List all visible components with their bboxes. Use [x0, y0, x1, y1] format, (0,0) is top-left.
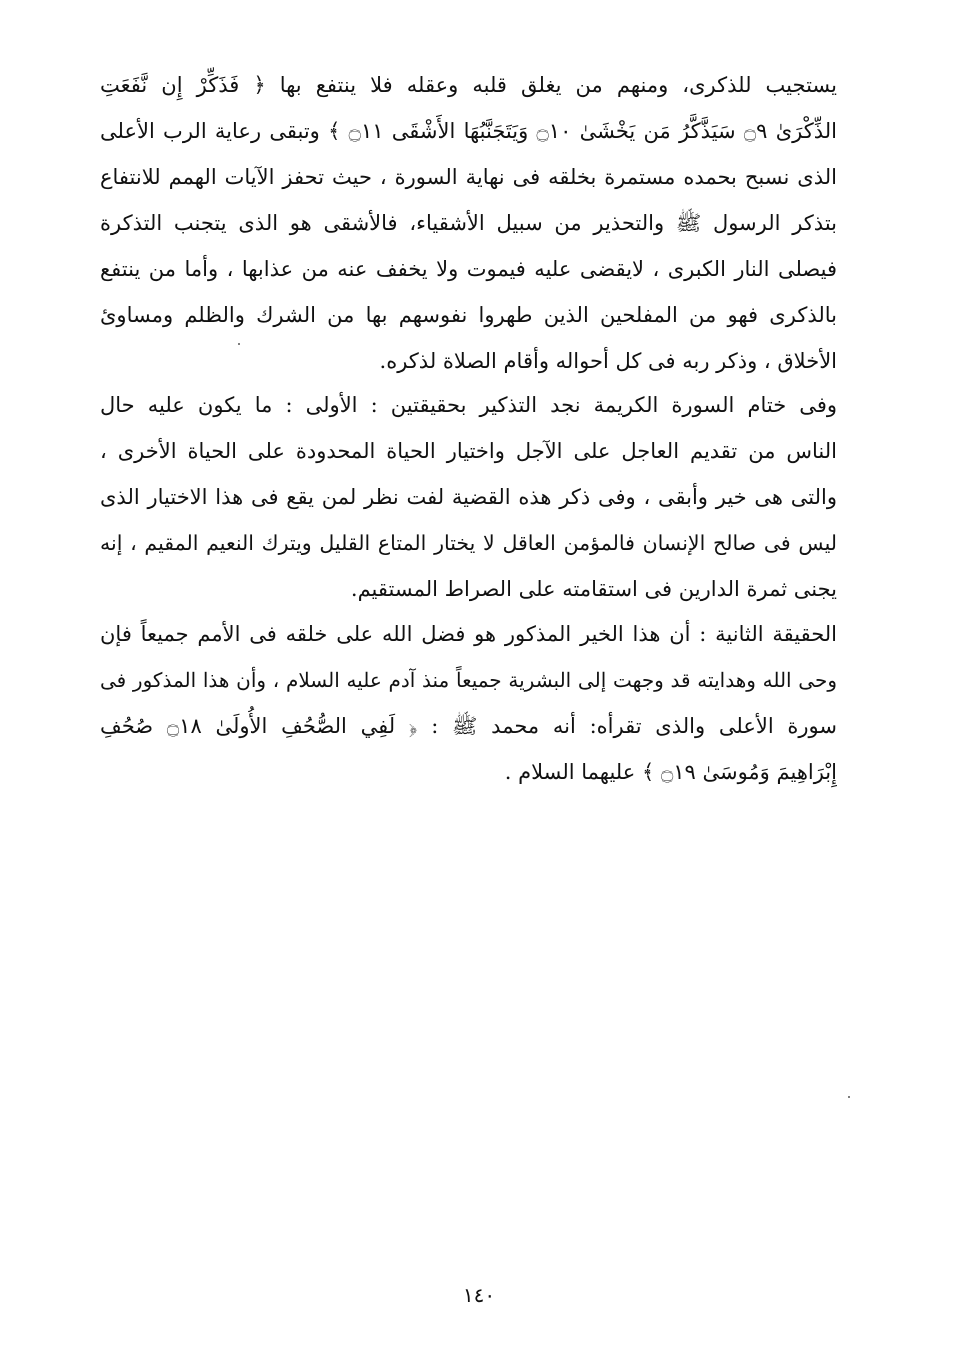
paragraph-line: سورة الأعلى والذى تقرأه: أنه محمد ﷺ : ﴿ لَفِي الصُّحُفِ الأُولَىٰ ۝١٨ صُحُفِ — [100, 714, 837, 738]
paragraph-line: الأخلاق ، وذكر ربه فى كل أحواله وأقام الصلاة لذكره. — [379, 349, 837, 373]
paragraph-1 — [100, 62, 837, 384]
paragraph-line: يجنى ثمرة الدارين فى استقامته على الصراط المستقيم. — [350, 577, 837, 601]
paragraph-line: وفى ختام السورة الكريمة نجد التذكير بحقيقتين : الأولى : ما يكون عليه حال — [100, 393, 837, 417]
paragraph-line: الذِّكْرَىٰ ۝٩ سَيَذَّكَّرُ مَن يَخْشَىٰ ۝١٠ وَيَتَجَنَّبُهَا الأَشْقَى ۝١١ ﴾ وتبقى رعاية الرب الأعلى — [100, 119, 837, 143]
page-number: ١٤٠ — [462, 1283, 496, 1307]
paragraph-line: الحقيقة الثانية : أن هذا الخير المذكور هو فضل الله على خلقه فى الأمم جميعاً فإن — [100, 622, 837, 646]
paragraph-line: إِبْرَاهِيمَ وَمُوسَىٰ ۝١٩ ﴾ عليهما السلام . — [504, 760, 837, 784]
paragraph-line: بالذكرى فهو من المفلحين الذين طهروا نفوسهم بها من الشرك والظلم ومساوئ — [100, 303, 837, 327]
paragraph-line: والتى هى خير وأبقى ، وفى ذكر هذه القضية لفت نظر لمن يقع فى هذا الاختيار الذى — [100, 485, 837, 509]
paragraph-line: الذى نسبح بحمده مستمرة بخلقه فى نهاية السورة ، حيث تحفز الآيات الهمم للانتفاع — [100, 165, 837, 189]
paragraph-line: ليس فى صالح الإنسان فالمؤمن العاقل لا يختار المتاع القليل ويترك النعيم المقيم ، إنه — [100, 531, 837, 555]
paragraph-line: يستجيب للذكرى، ومنهم من يغلق قلبه وعقله فلا ينتفع بها ﴿ فَذَكِّرْ إِن نَّفَعَتِ — [100, 73, 837, 97]
paragraph-3 — [100, 611, 837, 795]
scan-speck — [848, 1096, 850, 1098]
paragraph-line: وحى الله وهدايته قد وجهت إلى البشرية جميعاً منذ آدم عليه السلام ، وأن هذا المذكور فى — [100, 668, 837, 692]
paragraph-line: بتذكر الرسول ﷺ والتحذير من سبيل الأشقياء، فالأشقى هو الذى يتجنب التذكرة — [100, 211, 837, 235]
scan-speck — [238, 343, 240, 345]
paragraph-2 — [100, 382, 837, 612]
paragraph-line: الناس من تقديم العاجل على الآجل واختيار الحياة المحدودة على الحياة الأخرى ، — [100, 439, 837, 463]
paragraph-line: فيصلى النار الكبرى ، لايقضى عليه فيموت ولا يخفف عنه من عذابها ، وأما من ينتفع — [100, 257, 837, 281]
